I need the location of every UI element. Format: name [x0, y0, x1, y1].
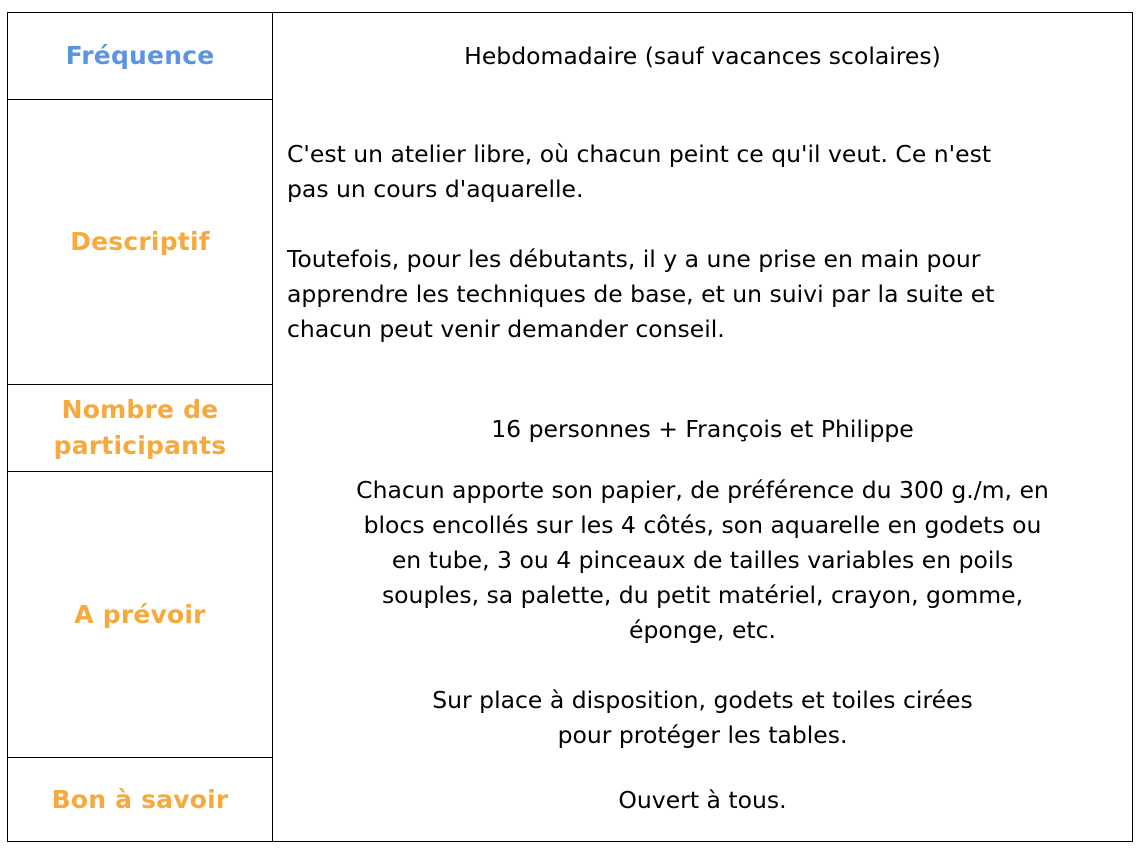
label-a-prevoir [8, 472, 272, 758]
a-prevoir-paragraph-1: Chacun apporte son papier, de préférence du 300 g./m, en blocs encollés sur les 4 côtés, son aquarelle en godets ou en tube, 3 ou 4 pinceaux de tailles variables en poils souples, sa palette, du petit matériel, crayon, gomme, éponge, etc. [356, 476, 1049, 644]
label-frequence [8, 13, 272, 100]
value-nombre-participants: 16 personnes + François et Philippe [491, 415, 914, 443]
label-nombre-participants [8, 385, 272, 472]
value-frequence: Hebdomadaire (sauf vacances scolaires) [464, 42, 941, 70]
descriptif-paragraph-1: C'est un atelier libre, où chacun peint ce qu'il veut. Ce n'est pas un cours d'aquarelle. [287, 140, 992, 203]
label-bon-a-savoir-text: Bon à savoir [51, 784, 229, 814]
label-bon-a-savoir [8, 758, 272, 841]
value-a-prevoir [273, 473, 1132, 753]
label-column [8, 13, 273, 841]
label-participants-line-2: participants [53, 431, 227, 460]
label-descriptif [8, 100, 272, 385]
label-frequence-text: Fréquence [65, 41, 215, 70]
descriptif-paragraph-2: Toutefois, pour les débutants, il y a une prise en main pour apprendre les techniques de base, et un suivi par la suite et chacun peut venir demander conseil. [287, 245, 995, 343]
value-descriptif [273, 137, 1132, 347]
label-participants-text [54, 392, 227, 464]
label-a-prevoir-text: A prévoir [74, 599, 206, 629]
label-descriptif-text: Descriptif [70, 227, 210, 256]
label-participants-line-1: Nombre de [61, 395, 219, 424]
value-bon-a-savoir: Ouvert à tous. [618, 786, 787, 814]
info-table [7, 12, 1133, 842]
a-prevoir-paragraph-2: Sur place à disposition, godets et toiles cirées pour protéger les tables. [432, 686, 973, 749]
